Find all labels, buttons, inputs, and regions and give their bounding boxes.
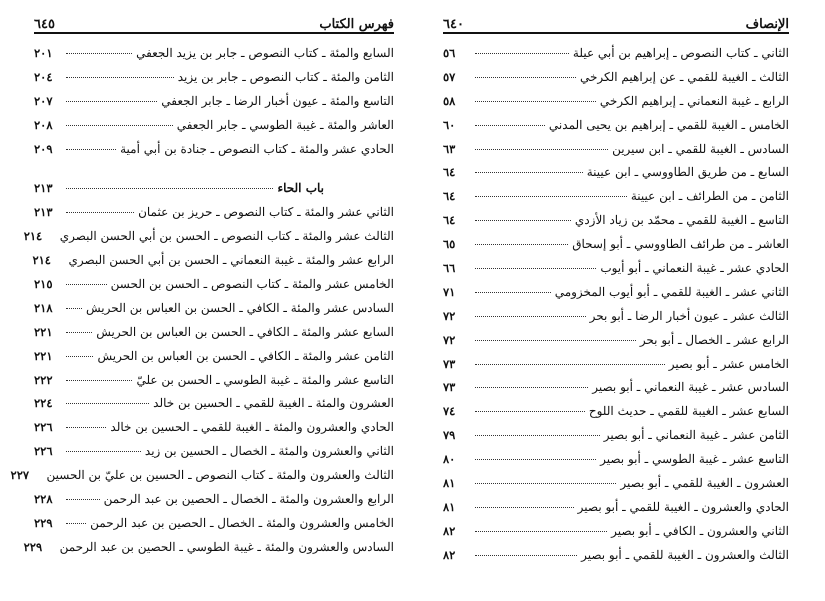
index-entry	[443, 165, 789, 189]
left-index-list	[10, 46, 394, 564]
entry-page: ٨١	[443, 499, 456, 514]
section-heading	[34, 181, 394, 205]
index-entry	[443, 94, 789, 118]
dot-leader	[475, 196, 627, 197]
entry-page: ٢٠٧	[34, 93, 53, 108]
dot-leader	[475, 364, 665, 365]
entry-text: الثامن ـ من الطرائف ـ ابن عيينة	[630, 189, 789, 204]
entry-page: ٢١٤	[32, 253, 51, 268]
dot-leader	[475, 387, 588, 388]
index-entry	[443, 404, 789, 428]
entry-text: الرابع عشر والمئة ـ غيبة النعماني ـ الحسن بن أبي الحسن البصري	[68, 253, 394, 268]
entry-text: السابع عشر والمئة ـ الكافي ـ الحسن بن العباس بن الحريش	[96, 324, 394, 339]
right-page-number: ٦٤٠	[443, 17, 464, 32]
entry-text: الثالث ـ الغيبة للقمي ـ عن إبراهيم الكرخي	[579, 69, 789, 84]
dot-leader	[475, 101, 596, 102]
entry-text: السابع ـ من طريق الطاووسي ـ ابن عيينة	[586, 165, 789, 180]
entry-text: العشرون والمئة ـ الغيبة للقمي ـ الحسين بن خالد	[153, 396, 394, 411]
entry-text: الحادي عشر والمئة ـ كتاب النصوص ـ جنادة بن أبي أمية	[120, 141, 394, 156]
left-page-number: ٦٤٥	[34, 17, 55, 32]
dot-leader	[475, 507, 574, 508]
entry-text: الحادي والعشرون ـ الغيبة للقمي ـ أبو بصير	[577, 499, 789, 514]
entry-page: ٢١٥	[34, 277, 53, 292]
index-entry	[34, 118, 394, 142]
dot-leader	[66, 101, 157, 102]
entry-page: ٦٦	[443, 261, 456, 276]
entry-page: ٧٢	[443, 332, 456, 347]
index-entry	[443, 213, 789, 237]
entry-page: ٦٤	[443, 189, 456, 204]
entry-page: ٨١	[443, 476, 456, 491]
index-entry	[34, 492, 394, 516]
entry-page: ٢٢٦	[34, 444, 53, 459]
index-entry	[34, 420, 394, 444]
dot-leader	[66, 451, 141, 452]
entry-page: ٥٦	[443, 46, 456, 60]
index-entry	[443, 189, 789, 213]
dot-leader	[66, 523, 86, 524]
left-page	[0, 0, 412, 601]
index-entry	[34, 349, 394, 373]
dot-leader	[475, 244, 568, 245]
entry-page: ٢٢٧	[10, 468, 30, 483]
dot-leader	[475, 531, 607, 532]
index-entry	[10, 468, 394, 492]
right-page-title: الإنصاف	[745, 17, 789, 32]
section-spacer	[34, 165, 394, 181]
dot-leader	[66, 499, 100, 500]
entry-text: الخامس عشر ـ أبو بصير	[668, 356, 789, 371]
entry-text: الحادي عشر ـ غيبة النعماني ـ أبو أيوب	[600, 261, 789, 276]
entry-text: الخامس عشر والمئة ـ كتاب النصوص ـ الحسن بن الحسن	[110, 277, 394, 292]
index-entry	[443, 333, 789, 357]
entry-text: التاسع والمئة ـ عيون أخبار الرضا ـ جابر الجعفي	[161, 93, 394, 108]
entry-page: ٢٢٨	[34, 492, 53, 507]
entry-page: ٦٤	[443, 165, 456, 180]
dot-leader	[66, 332, 92, 333]
index-entry	[34, 444, 394, 468]
index-entry	[34, 94, 394, 118]
entry-text: الثامن والمئة ـ كتاب النصوص ـ جابر بن يزيد	[177, 69, 394, 84]
entry-page: ٢٠١	[34, 46, 53, 60]
index-entry	[443, 476, 789, 500]
entry-page: ٨٢	[443, 547, 456, 562]
dot-leader	[66, 149, 116, 150]
entry-text: الثاني والعشرون ـ الكافي ـ أبو بصير	[611, 523, 789, 538]
entry-page: ٧٤	[443, 404, 456, 419]
dot-leader	[475, 555, 577, 556]
dot-leader	[475, 340, 636, 341]
index-entry	[443, 285, 789, 309]
index-entry	[443, 309, 789, 333]
right-page	[413, 0, 825, 601]
section-heading-text: باب الحاء	[277, 181, 324, 196]
index-entry	[443, 500, 789, 524]
index-entry	[34, 70, 394, 94]
entry-text: الرابع والعشرون والمئة ـ الخصال ـ الحصين بن عبد الرحمن	[103, 492, 394, 507]
entry-page: ٧٣	[443, 380, 456, 395]
dot-leader	[66, 403, 149, 404]
entry-text: السادس عشر ـ غيبة النعماني ـ أبو بصير	[592, 380, 789, 395]
dot-leader	[66, 53, 132, 54]
dot-leader	[475, 483, 616, 484]
entry-text: التاسع عشر ـ غيبة الطوسي ـ أبو بصير	[600, 452, 789, 467]
entry-text: العاشر والمئة ـ غيبة الطوسي ـ جابر الجعفي	[176, 117, 394, 132]
index-entry	[443, 142, 789, 166]
entry-text: العاشر ـ من طرائف الطاووسي ـ أبو إسحاق	[572, 237, 789, 252]
entry-text: الثالث عشر ـ عيون أخبار الرضا ـ أبو بحر	[589, 308, 789, 323]
dot-leader	[66, 380, 132, 381]
entry-page: ٥٨	[443, 93, 456, 108]
index-entry	[34, 205, 394, 229]
entry-text: الثاني ـ كتاب النصوص ـ إبراهيم بن أبي عيلة	[572, 46, 789, 60]
entry-page: ٥٧	[443, 69, 456, 84]
index-entry	[34, 325, 394, 349]
entry-page: ٢٢١	[34, 348, 53, 363]
dot-leader	[475, 220, 571, 221]
index-entry	[34, 373, 394, 397]
index-entry	[23, 539, 394, 564]
dot-leader	[475, 77, 576, 78]
entry-page: ٧١	[443, 284, 456, 299]
entry-text: السابع عشر ـ الغيبة للقمي ـ حديث اللوح	[588, 404, 789, 419]
dot-leader	[475, 149, 608, 150]
entry-text: الثالث والعشرون والمئة ـ كتاب النصوص ـ الحسين بن عليّ بن الحسين	[46, 468, 394, 483]
entry-text: الثاني والعشرون والمئة ـ الخصال ـ الحسين بن زيد	[144, 444, 394, 459]
entry-page: ٦٣	[443, 141, 456, 156]
entry-page: ٢٢١	[34, 324, 53, 339]
dot-leader	[66, 212, 134, 213]
index-entry	[34, 516, 394, 540]
entry-page: ٢١٤	[23, 229, 43, 244]
dot-leader	[66, 125, 173, 126]
entry-text: الخامس والعشرون والمئة ـ الخصال ـ الحصين بن عبد الرحمن	[90, 515, 394, 530]
index-entry	[34, 396, 394, 420]
entry-text: الثاني عشر والمئة ـ كتاب النصوص ـ حريز بن عثمان	[138, 205, 394, 220]
dot-leader	[475, 292, 551, 293]
entry-text: التاسع ـ الغيبة للقمي ـ محمّد بن زياد الأزدي	[574, 213, 789, 228]
entry-page: ٢٠٤	[34, 69, 53, 84]
entry-page: ٦٤	[443, 213, 456, 228]
dot-leader	[475, 435, 600, 436]
index-entry	[443, 524, 789, 548]
entry-page: ٢٠٩	[34, 141, 53, 156]
dot-leader	[475, 53, 569, 54]
entry-text: الثاني عشر ـ الغيبة للقمي ـ أبو أيوب المخزومي	[554, 284, 789, 299]
entry-page: ٧٩	[443, 428, 456, 443]
entry-text: العشرون ـ الغيبة للقمي ـ أبو بصير	[620, 476, 789, 491]
index-entry	[443, 428, 789, 452]
entry-page: ٢١٣	[34, 181, 53, 196]
index-entry	[34, 277, 394, 301]
entry-page: ٦٥	[443, 237, 456, 252]
dot-leader	[475, 268, 596, 269]
right-page-header	[443, 10, 789, 34]
entry-page: ٨٠	[443, 452, 456, 467]
index-entry	[443, 237, 789, 261]
entry-text: الثامن عشر والمئة ـ الكافي ـ الحسن بن العباس بن الحريش	[97, 348, 394, 363]
index-entry	[443, 548, 789, 572]
entry-text: الرابع عشر ـ الخصال ـ أبو بحر	[639, 332, 789, 347]
entry-page: ٢١٨	[34, 300, 53, 315]
dot-leader	[66, 188, 273, 189]
index-entry	[34, 142, 394, 166]
entry-page: ٢٢٩	[34, 515, 53, 530]
left-page-title: فهرس الكتاب	[319, 17, 394, 32]
index-entry	[443, 452, 789, 476]
index-entry	[443, 357, 789, 381]
entry-text: الرابع ـ غيبة النعماني ـ إبراهيم الكرخي	[599, 93, 789, 108]
entry-page: ٧٣	[443, 356, 456, 371]
dot-leader	[475, 125, 545, 126]
index-entry	[23, 229, 394, 253]
entry-text: الحادي والعشرون والمئة ـ الغيبة للقمي ـ الحسين بن خالد	[110, 420, 394, 435]
entry-text: السادس والعشرون والمئة ـ غيبة الطوسي ـ الحصين بن عبد الرحمن	[59, 539, 394, 554]
index-entry	[443, 380, 789, 404]
dot-leader	[66, 427, 106, 428]
dot-leader	[66, 356, 93, 357]
entry-page: ٢٢٦	[34, 420, 53, 435]
entry-text: الثالث عشر والمئة ـ كتاب النصوص ـ الحسن بن أبي الحسن البصري	[59, 229, 394, 244]
entry-page: ٨٢	[443, 523, 456, 538]
entry-text: الثامن عشر ـ غيبة النعماني ـ أبو بصير	[603, 428, 789, 443]
dot-leader	[66, 284, 107, 285]
index-entry	[443, 261, 789, 285]
dot-leader	[475, 411, 585, 412]
index-entry	[34, 46, 394, 70]
index-entry	[443, 118, 789, 142]
entry-page: ٢٠٨	[34, 117, 53, 132]
right-index-list	[443, 46, 789, 572]
entry-page: ٧٢	[443, 308, 456, 323]
dot-leader	[66, 77, 174, 78]
entry-text: التاسع عشر والمئة ـ غيبة الطوسي ـ الحسن بن عليّ	[136, 372, 394, 387]
entry-text: الثالث والعشرون ـ الغيبة للقمي ـ أبو بصير	[581, 547, 789, 562]
dot-leader	[475, 316, 586, 317]
entry-page: ٢٢٢	[34, 372, 53, 387]
entry-text: السابع والمئة ـ كتاب النصوص ـ جابر بن يزيد الجعفي	[136, 46, 394, 60]
entry-page: ٢١٣	[34, 205, 53, 220]
index-entry	[34, 301, 394, 325]
index-entry	[443, 70, 789, 94]
dot-leader	[475, 172, 583, 173]
left-page-header	[34, 10, 394, 34]
entry-text: السادس عشر والمئة ـ الكافي ـ الحسن بن العباس بن الحريش	[85, 300, 394, 315]
entry-page: ٢٢٩	[23, 539, 43, 554]
entry-page: ٦٠	[443, 117, 456, 132]
entry-text: السادس ـ الغيبة للقمي ـ ابن سيرين	[612, 141, 789, 156]
dot-leader	[475, 459, 596, 460]
index-entry	[443, 46, 789, 70]
entry-text: الخامس ـ الغيبة للقمي ـ إبراهيم بن يحيى المدني	[548, 117, 789, 132]
entry-page: ٢٢٤	[34, 396, 53, 411]
index-entry	[34, 253, 394, 277]
dot-leader	[66, 308, 82, 309]
